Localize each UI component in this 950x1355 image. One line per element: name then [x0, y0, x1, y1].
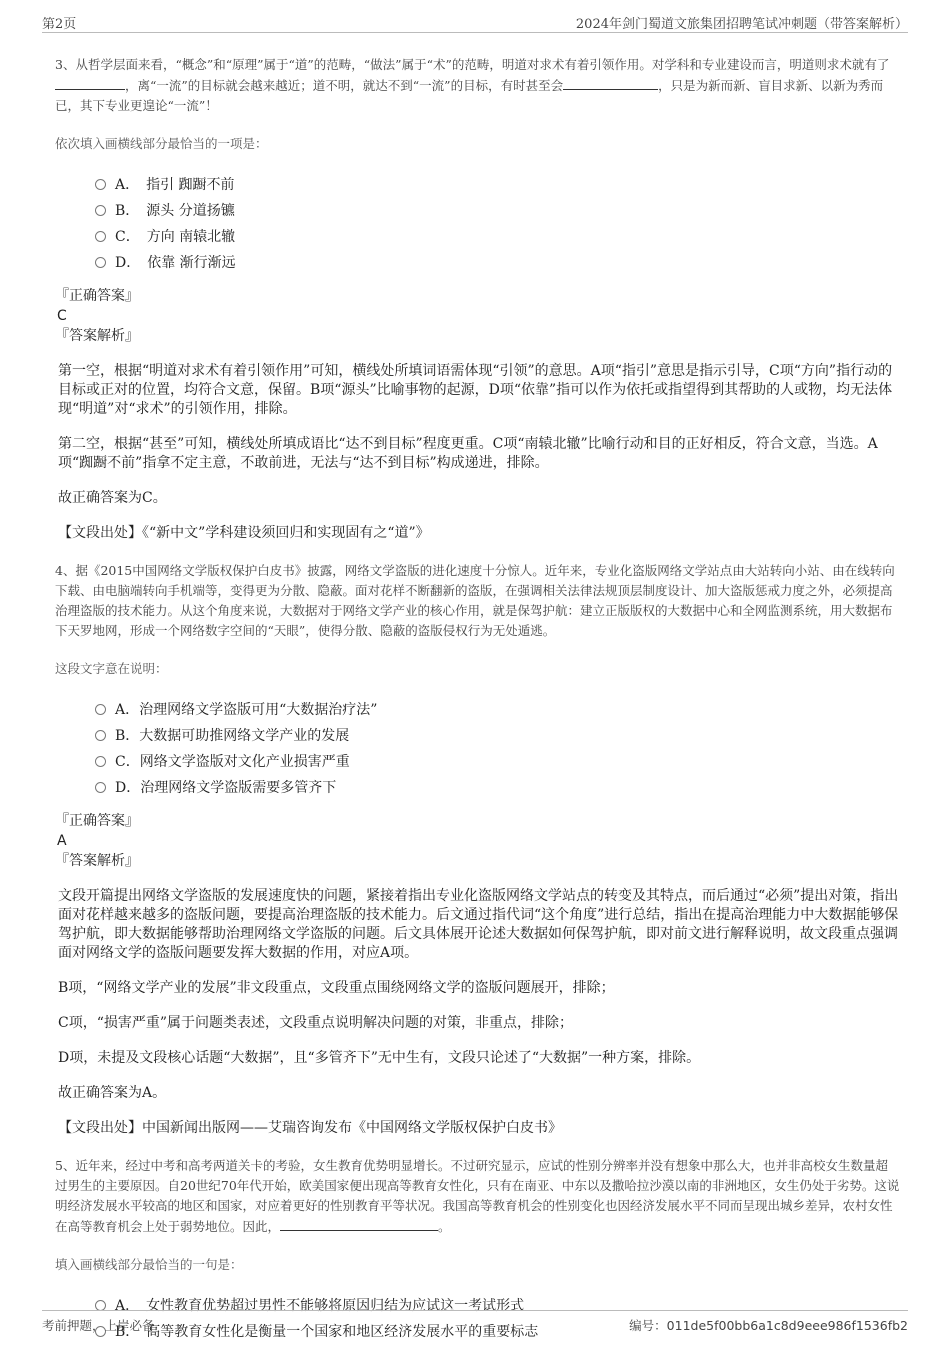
- code-value: 011de5f00bb6a1c8d9eee986f1536fb2: [666, 1318, 908, 1333]
- question-3-options: [95, 172, 900, 276]
- option-c[interactable]: [95, 749, 900, 775]
- radio-icon[interactable]: [95, 730, 106, 741]
- analysis-label: 『答案解析』: [55, 328, 139, 344]
- option-label: C．网络文学盗版对文化产业损害严重: [115, 754, 350, 770]
- blank-line: [563, 75, 658, 90]
- radio-icon[interactable]: [95, 179, 106, 190]
- option-c[interactable]: [95, 224, 900, 250]
- analysis-paragraph: 第一空，根据“明道对求术有着引领作用”可知，横线处所填词语需体现“引领”的意思。A项“指引”意思是指示引导，C项“方向”指行动的目标或正对的位置，均符合文意，保留。B项“源头”比喻事物的起源，D项“依靠”指可以作为依托或指望得到其帮助的人或物，均无法体现“明道”对“求术”的引领作用，排除。: [58, 363, 893, 417]
- radio-icon[interactable]: [95, 257, 106, 268]
- option-b[interactable]: [95, 723, 900, 749]
- option-a[interactable]: [95, 697, 900, 723]
- correct-answer: A: [57, 833, 67, 849]
- radio-icon[interactable]: [95, 231, 106, 242]
- option-label: C． 方向 南辕北辙: [115, 229, 236, 245]
- analysis-paragraph: B项，“网络文学产业的发展”非文段重点，文段重点围绕网络文学的盗版问题展开，排除；: [58, 980, 615, 996]
- question-3-text-c: ，只是为新而新、盲目求新、以新为秀而已，其下专业更遑论“一流”！: [55, 78, 884, 113]
- option-a[interactable]: [95, 172, 900, 198]
- option-d[interactable]: [95, 775, 900, 801]
- question-5-prompt: 填入画横线部分最恰当的一句是：: [55, 1257, 243, 1272]
- source-label: 【文段出处】: [58, 1120, 142, 1136]
- radio-icon[interactable]: [95, 704, 106, 715]
- option-label: D．治理网络文学盗版需要多管齐下: [115, 780, 337, 796]
- option-label: A． 女性教育优势超过男性不能够将原因归结为应试这一考试形式: [115, 1298, 525, 1314]
- option-label: B． 源头 分道扬镳: [115, 203, 235, 219]
- blank-line: [55, 75, 125, 90]
- correct-answer-label: 『正确答案』: [55, 813, 139, 829]
- option-label: A． 指引 踟蹰不前: [115, 177, 235, 193]
- source-line: [58, 1119, 900, 1138]
- question-3: [55, 55, 900, 543]
- radio-icon[interactable]: [95, 1300, 106, 1311]
- analysis-paragraph: C项，“损害严重”属于问题类表述，文段重点说明解决问题的对策，非重点，排除；: [58, 1015, 574, 1031]
- question-5-text: 5、近年来，经过中考和高考两道关卡的考验，女生教育优势明显增长。不过研究显示，应试的性别分辨率并没有想象中那么大，也并非高校女生数量超过男生的主要原因。自20世纪70年代开始，欧美国家便出现高等教育女性化，只有在南亚、中东以及撒哈拉沙漠以南的非洲地区，女生仍处于劣势。这说明经济发展水平较高的地区和国家，对应着更好的性别教育平等状况。我国高等教育机会的性别变化也因经济发展水平不同而呈现出城乡差异，农村女性在高等教育机会上处于弱势地位。因此，: [55, 1158, 900, 1234]
- option-label: B． 高等教育女性化是衡量一个国家和地区经济发展水平的重要标志: [115, 1324, 539, 1340]
- radio-icon[interactable]: [95, 756, 106, 767]
- option-d[interactable]: [95, 250, 900, 276]
- question-3-text-a: 3、从哲学层面来看，“概念”和“原理”属于“道”的范畴，“做法”属于“术”的范畴，明道对求术有着引领作用。对学科和专业建设而言，明道则求术就有了: [55, 57, 890, 72]
- option-label: D． 依靠 渐行渐远: [115, 255, 236, 271]
- question-5-end: 。: [438, 1219, 451, 1234]
- option-label: B．大数据可助推网络文学产业的发展: [115, 728, 350, 744]
- question-3-prompt: 依次填入画横线部分最恰当的一项是：: [55, 136, 268, 151]
- document-title: 2024年剑门蜀道文旅集团招聘笔试冲刺题（带答案解析）: [575, 17, 908, 32]
- option-label: A．治理网络文学盗版可用“大数据治疗法”: [115, 702, 378, 718]
- analysis-paragraph: 文段开篇提出网络文学盗版的发展速度快的问题，紧接着指出专业化盗版网络文学站点的转变及其特点，而后通过“必须”提出对策，指出面对花样越来越多的盗版问题，要提高治理盗版的技术能力。后文通过指代词“这个角度”进行总结，指出在提高治理能力中大数据能够保驾护航，即大数据能够帮助治理网络文学盗版的问题。后文具体展开论述大数据如何保驾护航，即对前文进行解释说明，故文段重点强调面对网络文学的盗版问题要发挥大数据的作用，对应A项。: [58, 888, 899, 961]
- source-text: 《“新中文”学科建设须回归和实现固有之“道”》: [142, 525, 430, 541]
- document-code: [629, 1316, 908, 1334]
- question-3-text-b: ，离“一流”的目标就会越来越近；道不明，就达不到“一流”的目标，有时甚至会: [125, 78, 564, 93]
- analysis-paragraph: D项，未提及文段核心话题“大数据”，且“多管齐下”无中生有，文段只论述了“大数据”一种方案，排除。: [58, 1050, 701, 1066]
- correct-answer: C: [57, 308, 67, 324]
- source-line: [58, 524, 900, 543]
- analysis-label: 『答案解析』: [55, 853, 139, 869]
- radio-icon[interactable]: [95, 782, 106, 793]
- option-b[interactable]: [95, 198, 900, 224]
- blank-line: [280, 1216, 438, 1231]
- page-number: 第2页: [42, 17, 77, 32]
- question-4-options: [95, 697, 900, 801]
- question-5-stem: [55, 1156, 900, 1237]
- document-body: [55, 55, 900, 1355]
- code-label: 编号：: [629, 1318, 667, 1333]
- source-text: 中国新闻出版网——艾瑞咨询发布《中国网络文学版权保护白皮书》: [142, 1120, 562, 1136]
- radio-icon[interactable]: [95, 205, 106, 216]
- question-3-stem: [55, 55, 900, 116]
- page-header: [42, 10, 908, 33]
- analysis-paragraph: 故正确答案为C。: [58, 490, 167, 506]
- analysis-paragraph: 第二空，根据“甚至”可知，横线处所填成语比“达不到目标”程度更重。C项“南辕北辙”比喻行动和目的正好相反，符合文意，当选。A项“踟蹰不前”指拿不定主意，不敢前进，无法与“达不到目标”构成递进，排除。: [58, 436, 878, 471]
- source-label: 【文段出处】: [58, 525, 142, 541]
- question-4-stem: 4、据《2015中国网络文学版权保护白皮书》披露，网络文学盗版的进化速度十分惊人。近年来，专业化盗版网络文学站点由大站转向小站、由在线转向下载、由电脑端转向手机端等，变得更为分散、隐蔽。面对花样不断翻新的盗版，在强调相关法律法规顶层制度设计、加大盗版惩戒力度之外，必须提高治理盗版的技术能力。从这个角度来说，大数据对于网络文学产业的核心作用，就是保驾护航：建立正版版权的大数据中心和全网监测系统，用大数据布下天罗地网，形成一个网络数字空间的“天眼”，使得分散、隐蔽的盗版侵权行为无处遁逃。: [55, 563, 895, 638]
- question-4-prompt: 这段文字意在说明：: [55, 661, 168, 676]
- correct-answer-label: 『正确答案』: [55, 288, 139, 304]
- page-footer: [42, 1310, 908, 1335]
- question-4: [55, 561, 900, 1138]
- footer-slogan: 考前押题，上岸必备: [42, 1318, 155, 1333]
- analysis-paragraph: 故正确答案为A。: [58, 1085, 167, 1101]
